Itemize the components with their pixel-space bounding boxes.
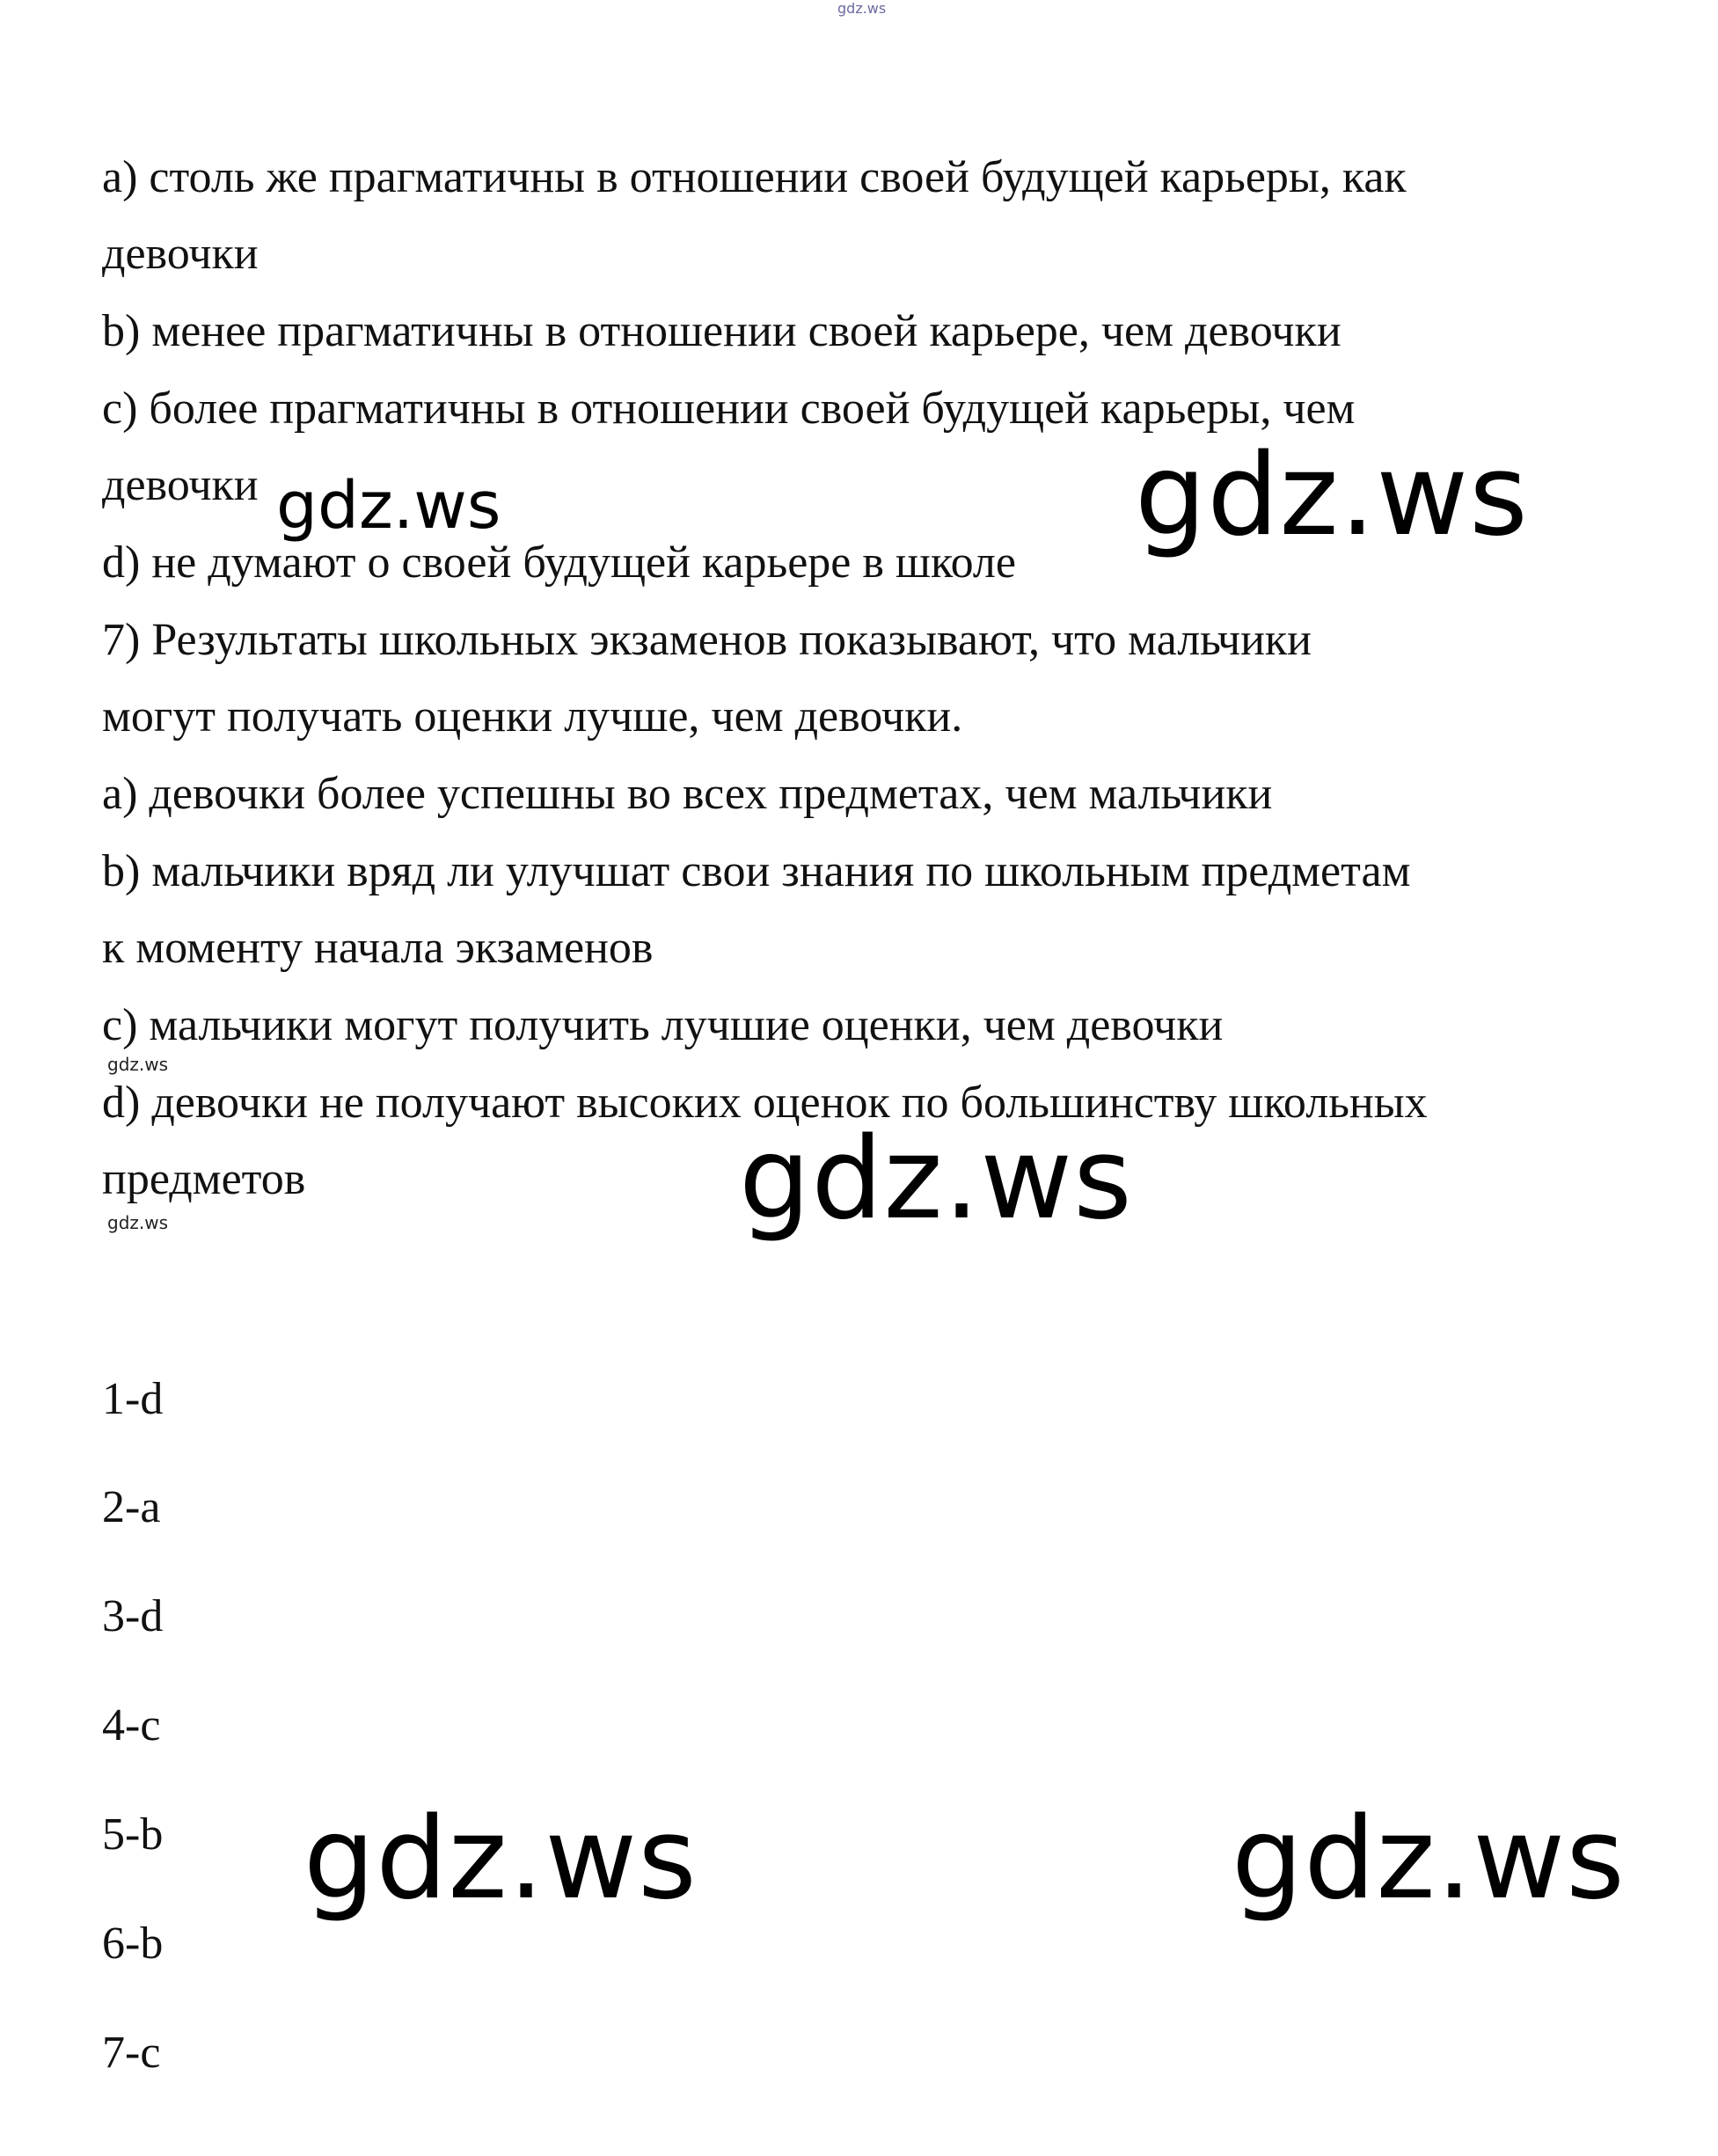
- option-7a: a) девочки более успешны во всех предметах, чем мальчики: [102, 769, 1273, 819]
- watermark-small-1: gdz.ws: [107, 1054, 169, 1075]
- option-6c-line2: девочки: [102, 460, 259, 510]
- option-7b-line2: к моменту начала экзаменов: [102, 923, 654, 973]
- watermark-big-center: gdz.ws: [739, 1114, 1133, 1245]
- option-6b: b) менее прагматичны в отношении своей карьере, чем девочки: [102, 306, 1342, 356]
- option-6a-line1: a) столь же прагматичны в отношении своей будущей карьеры, как: [102, 152, 1407, 202]
- option-7c: c) мальчики могут получить лучшие оценки, чем девочки: [102, 1000, 1224, 1050]
- question-7-line1: 7) Результаты школьных экзаменов показывают, что мальчики: [102, 615, 1312, 665]
- option-6a-line2: девочки: [102, 229, 259, 279]
- answer-7: 7-c: [102, 2028, 161, 2078]
- watermark-big-bottom-left: gdz.ws: [303, 1794, 698, 1925]
- option-6c-line1: c) более прагматичны в отношении своей будущей карьеры, чем: [102, 384, 1356, 434]
- answer-2: 2-a: [102, 1482, 161, 1532]
- watermark-top: gdz.ws: [837, 0, 887, 17]
- watermark-small-2: gdz.ws: [107, 1212, 169, 1233]
- option-7b-line1: b) мальчики вряд ли улучшат свои знания по школьным предметам: [102, 846, 1411, 896]
- option-7d-line2: предметов: [102, 1154, 306, 1204]
- answer-6: 6-b: [102, 1918, 164, 1969]
- option-7d-line1: d) девочки не получают высоких оценок по большинству школьных: [102, 1078, 1428, 1128]
- answer-3: 3-d: [102, 1591, 164, 1641]
- answer-4: 4-c: [102, 1700, 161, 1750]
- question-7-line2: могут получать оценки лучше, чем девочки.: [102, 691, 963, 742]
- answer-5: 5-b: [102, 1809, 164, 1860]
- option-6d: d) не думают о своей будущей карьере в школе: [102, 537, 1016, 588]
- watermark-big-top-right: gdz.ws: [1135, 430, 1529, 561]
- watermark-big-bottom-right: gdz.ws: [1232, 1794, 1626, 1925]
- watermark-mid-left: gdz.ws: [276, 468, 501, 544]
- answer-1: 1-d: [102, 1374, 164, 1424]
